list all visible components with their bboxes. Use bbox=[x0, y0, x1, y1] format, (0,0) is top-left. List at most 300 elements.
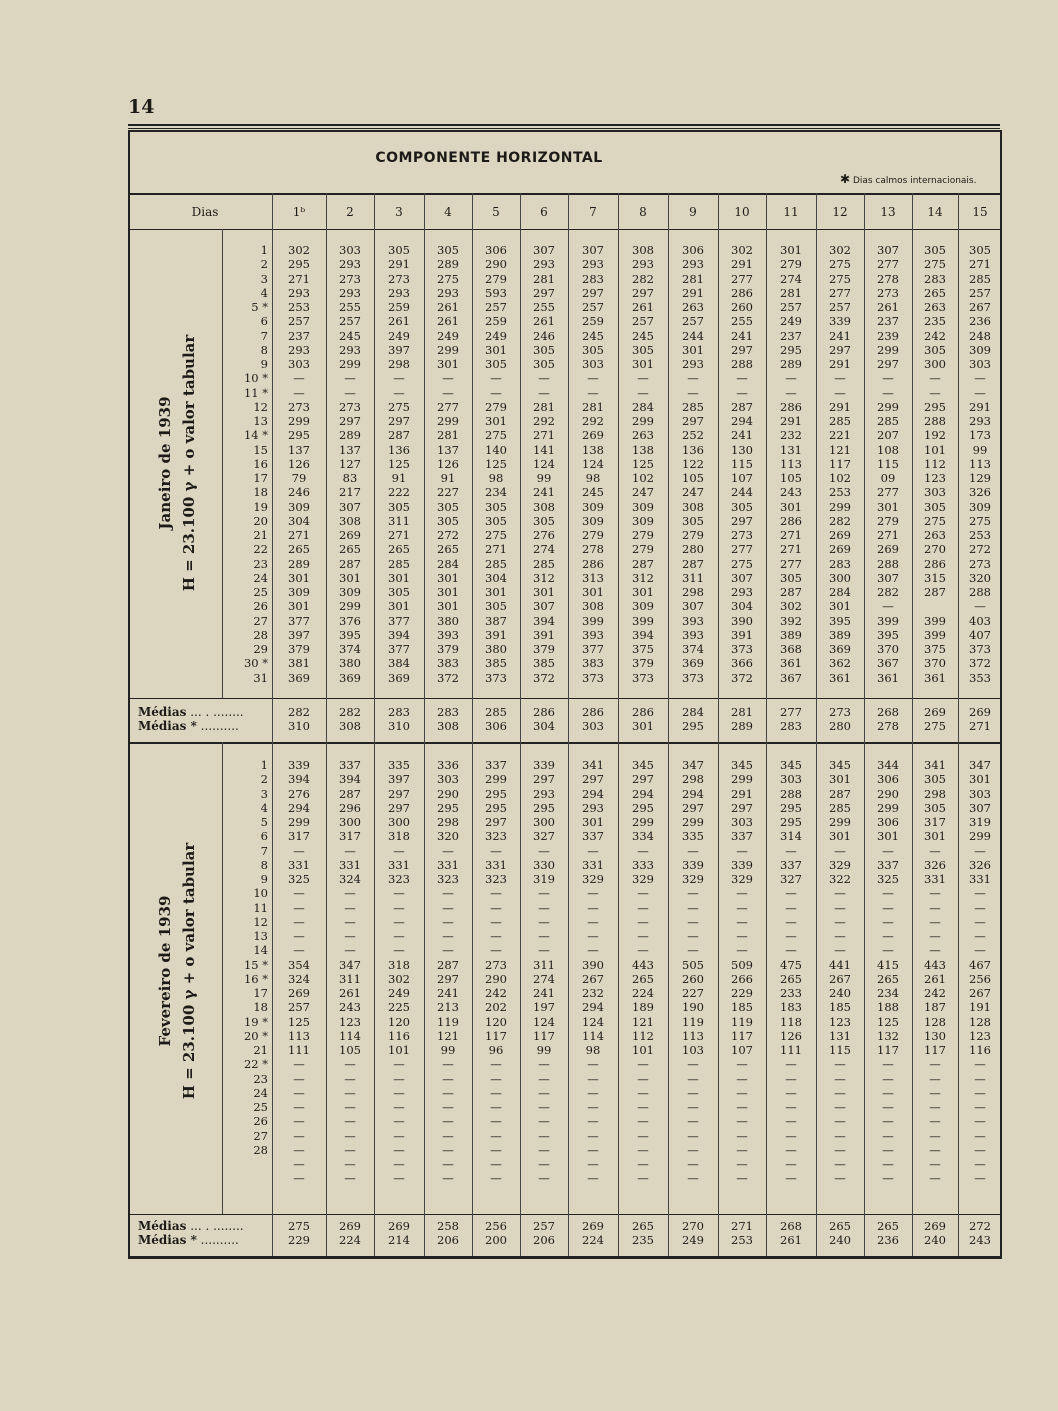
table-cell: 305 bbox=[388, 585, 410, 599]
table-cell: 253 bbox=[288, 300, 310, 314]
table-cell: — bbox=[442, 385, 454, 400]
table-cell: 249 bbox=[437, 328, 459, 343]
table-cell: — bbox=[785, 1171, 797, 1186]
day-number: 23 bbox=[253, 1071, 268, 1086]
table-cell: — bbox=[974, 929, 986, 943]
table-cell: 291 bbox=[682, 285, 704, 300]
table-cell: — bbox=[736, 914, 748, 929]
table-cell: 288 bbox=[877, 556, 899, 571]
table-cell: — bbox=[490, 914, 502, 929]
table-cell: 286 bbox=[582, 556, 604, 571]
table-cell: 306 bbox=[682, 243, 704, 257]
table-cell: — bbox=[974, 943, 986, 958]
column-header: 12 bbox=[832, 205, 848, 219]
table-cell: — bbox=[882, 943, 894, 958]
table-cell: 260 bbox=[682, 971, 704, 986]
page-number: 14 bbox=[128, 96, 155, 118]
table-cell: 269 bbox=[877, 542, 899, 557]
day-number: 22 bbox=[253, 542, 268, 557]
table-cell: 300 bbox=[388, 815, 410, 829]
table-cell: 299 bbox=[829, 499, 851, 514]
table-cell: — bbox=[637, 943, 649, 958]
table-cell: — bbox=[637, 1157, 649, 1171]
table-cell: 276 bbox=[288, 786, 310, 801]
table-cell: 299 bbox=[829, 815, 851, 829]
table-cell: 257 bbox=[632, 314, 654, 329]
table-cell: 374 bbox=[682, 642, 704, 656]
medias-calm-cell: 249 bbox=[682, 1233, 704, 1247]
table-cell: 393 bbox=[582, 627, 604, 642]
table-cell: 295 bbox=[632, 800, 654, 815]
table-cell: 255 bbox=[339, 300, 361, 314]
table-cell: 293 bbox=[388, 285, 410, 300]
table-cell: 302 bbox=[288, 243, 310, 257]
day-number: 20 bbox=[253, 513, 268, 528]
table-cell: 297 bbox=[388, 800, 410, 815]
table-cell: 305 bbox=[924, 800, 946, 815]
table-cell: — bbox=[442, 1171, 454, 1186]
table-cell: — bbox=[834, 385, 846, 400]
table-cell: 242 bbox=[485, 986, 507, 1000]
day-number: 26 bbox=[253, 1114, 268, 1129]
table-cell: 297 bbox=[485, 815, 507, 829]
table-cell: 305 bbox=[388, 243, 410, 257]
table-cell: 307 bbox=[582, 243, 604, 257]
table-cell: 369 bbox=[388, 670, 410, 685]
table-cell: 379 bbox=[288, 642, 310, 656]
table-cell: — bbox=[442, 900, 454, 915]
table-cell: — bbox=[785, 1057, 797, 1072]
medias-cell: 269 bbox=[924, 1219, 946, 1233]
table-cell: 271 bbox=[485, 542, 507, 557]
column-rule bbox=[864, 193, 865, 229]
table-cell: 337 bbox=[339, 758, 361, 772]
medias-cell: 275 bbox=[288, 1219, 310, 1233]
day-number: 17 bbox=[253, 986, 268, 1000]
table-cell: 99 bbox=[536, 1043, 552, 1057]
medias-cell: 283 bbox=[388, 705, 410, 719]
table-cell: — bbox=[293, 914, 305, 929]
section-formula-label: H = 23.100 γ + o valor tabular bbox=[180, 842, 198, 1100]
table-cell: — bbox=[293, 929, 305, 943]
table-cell: 287 bbox=[829, 786, 851, 801]
table-cell: 337 bbox=[877, 857, 899, 872]
table-cell: 261 bbox=[924, 971, 946, 986]
table-cell: 293 bbox=[339, 342, 361, 357]
table-cell: — bbox=[490, 886, 502, 901]
medias-calm-cell: 240 bbox=[829, 1233, 851, 1247]
table-cell: — bbox=[442, 1128, 454, 1143]
calm-days-note bbox=[840, 172, 976, 186]
table-cell: 189 bbox=[632, 1000, 654, 1015]
medias-calm-cell: 278 bbox=[877, 719, 899, 733]
table-cell: 284 bbox=[437, 556, 459, 571]
table-cell: 117 bbox=[829, 456, 851, 471]
table-cell: 279 bbox=[485, 399, 507, 414]
column-rule bbox=[326, 193, 327, 229]
table-cell: 329 bbox=[682, 872, 704, 886]
table-cell: 390 bbox=[582, 957, 604, 972]
table-cell: 290 bbox=[877, 786, 899, 801]
table-cell: — bbox=[442, 1114, 454, 1129]
table-cell: 260 bbox=[731, 300, 753, 314]
table-cell: — bbox=[538, 929, 550, 943]
table-cell: 279 bbox=[632, 542, 654, 557]
table-cell: — bbox=[538, 1071, 550, 1086]
table-cell: — bbox=[882, 1142, 894, 1157]
table-cell: 123 bbox=[829, 1014, 851, 1029]
table-cell: — bbox=[490, 1171, 502, 1186]
table-cell: 297 bbox=[632, 285, 654, 300]
day-number: 4 bbox=[260, 285, 268, 300]
table-cell: — bbox=[587, 1100, 599, 1114]
table-cell: 475 bbox=[780, 957, 802, 972]
table-cell: — bbox=[974, 1057, 986, 1072]
table-cell: 221 bbox=[829, 428, 851, 443]
table-cell: 300 bbox=[924, 357, 946, 371]
table-cell: 277 bbox=[877, 485, 899, 500]
medias-cell: 277 bbox=[780, 705, 802, 719]
table-cell: — bbox=[490, 1071, 502, 1086]
table-cell: 299 bbox=[731, 772, 753, 787]
medias-cell: 270 bbox=[682, 1219, 704, 1233]
table-cell: 286 bbox=[924, 556, 946, 571]
table-cell: 102 bbox=[829, 471, 851, 485]
table-cell: 117 bbox=[485, 1028, 507, 1043]
table-cell: 367 bbox=[877, 656, 899, 671]
table-cell: 361 bbox=[780, 656, 802, 671]
section-month-label: Janeiro de 1939 bbox=[156, 396, 174, 530]
table-cell: — bbox=[393, 886, 405, 901]
table-cell: 407 bbox=[969, 627, 991, 642]
table-cell: 294 bbox=[632, 786, 654, 801]
table-cell: — bbox=[393, 1114, 405, 1129]
table-cell: 372 bbox=[969, 656, 991, 671]
table-cell: 237 bbox=[780, 328, 802, 343]
table-cell: — bbox=[974, 371, 986, 386]
table-cell: 379 bbox=[533, 642, 555, 656]
table-cell: — bbox=[882, 914, 894, 929]
table-cell: — bbox=[637, 929, 649, 943]
table-cell: 307 bbox=[877, 243, 899, 257]
table-cell: 307 bbox=[533, 599, 555, 614]
table-cell: 261 bbox=[877, 300, 899, 314]
medias-cell: 285 bbox=[485, 705, 507, 719]
table-cell: 185 bbox=[829, 1000, 851, 1015]
table-cell: 319 bbox=[533, 872, 555, 886]
table-cell: — bbox=[736, 371, 748, 386]
table-cell: 391 bbox=[731, 627, 753, 642]
table-cell: — bbox=[538, 914, 550, 929]
day-number: 25 bbox=[253, 585, 268, 599]
table-cell: — bbox=[637, 900, 649, 915]
table-cell: 117 bbox=[731, 1028, 753, 1043]
table-cell: 297 bbox=[632, 772, 654, 787]
table-cell: 285 bbox=[388, 556, 410, 571]
medias-cell: 269 bbox=[339, 1219, 361, 1233]
table-cell: — bbox=[587, 900, 599, 915]
table-cell: — bbox=[929, 1171, 941, 1186]
table-cell: — bbox=[736, 1114, 748, 1129]
table-cell: 323 bbox=[485, 829, 507, 844]
medias-cell: 282 bbox=[339, 705, 361, 719]
table-cell: 320 bbox=[969, 570, 991, 585]
leader-dots: ... . ........ bbox=[186, 1219, 244, 1233]
table-cell: — bbox=[293, 385, 305, 400]
table-cell: 281 bbox=[682, 271, 704, 286]
medias-calm-cell: 289 bbox=[731, 719, 753, 733]
table-cell: 293 bbox=[533, 786, 555, 801]
table-cell: 294 bbox=[288, 800, 310, 815]
table-cell: 329 bbox=[731, 872, 753, 886]
table-cell: 331 bbox=[437, 857, 459, 872]
day-number: 1 bbox=[260, 243, 268, 257]
table-cell: 299 bbox=[437, 414, 459, 428]
table-cell: 395 bbox=[339, 627, 361, 642]
table-cell: 377 bbox=[582, 642, 604, 656]
medias-calm-cell: 224 bbox=[582, 1233, 604, 1247]
table-cell: 370 bbox=[924, 656, 946, 671]
table-cell: 269 bbox=[339, 528, 361, 542]
table-cell: — bbox=[882, 929, 894, 943]
table-cell: 347 bbox=[682, 758, 704, 772]
table-cell: 202 bbox=[485, 1000, 507, 1015]
table-cell: 299 bbox=[632, 815, 654, 829]
table-cell: 322 bbox=[829, 872, 851, 886]
medias-calm-label bbox=[138, 719, 239, 733]
table-cell: 299 bbox=[339, 357, 361, 371]
table-cell: — bbox=[538, 900, 550, 915]
table-cell: — bbox=[834, 1128, 846, 1143]
table-cell: 247 bbox=[682, 485, 704, 500]
table-cell: 233 bbox=[780, 986, 802, 1000]
table-cell: 291 bbox=[969, 399, 991, 414]
table-cell: 265 bbox=[632, 971, 654, 986]
medias-cell: 286 bbox=[582, 705, 604, 719]
table-cell: 301 bbox=[339, 570, 361, 585]
table-cell: — bbox=[587, 1128, 599, 1143]
table-cell: — bbox=[687, 943, 699, 958]
table-cell: — bbox=[393, 1071, 405, 1086]
table-cell: 249 bbox=[780, 314, 802, 329]
table-cell: 303 bbox=[924, 485, 946, 500]
table-cell: 125 bbox=[485, 456, 507, 471]
table-cell: 291 bbox=[780, 414, 802, 428]
table-cell: 299 bbox=[877, 342, 899, 357]
table-cell: — bbox=[344, 886, 356, 901]
table-cell: — bbox=[344, 943, 356, 958]
table-cell: — bbox=[344, 1071, 356, 1086]
table-cell: 309 bbox=[288, 499, 310, 514]
table-cell: — bbox=[393, 1128, 405, 1143]
table-cell: — bbox=[687, 1114, 699, 1129]
table-cell: 301 bbox=[682, 342, 704, 357]
table-cell: 344 bbox=[877, 758, 899, 772]
table-cell: 275 bbox=[829, 271, 851, 286]
table-cell: — bbox=[538, 1057, 550, 1072]
table-cell: 305 bbox=[437, 499, 459, 514]
table-cell: 312 bbox=[533, 570, 555, 585]
table-cell: — bbox=[293, 1085, 305, 1100]
table-cell: 291 bbox=[388, 257, 410, 272]
table-cell: 302 bbox=[388, 971, 410, 986]
table-cell: 288 bbox=[780, 786, 802, 801]
table-cell: 367 bbox=[780, 670, 802, 685]
medias-cell: 286 bbox=[533, 705, 555, 719]
table-cell: 275 bbox=[924, 513, 946, 528]
column-rule bbox=[618, 193, 619, 229]
table-cell: 293 bbox=[582, 257, 604, 272]
table-cell: 323 bbox=[388, 872, 410, 886]
table-cell: 293 bbox=[288, 342, 310, 357]
day-number: 29 bbox=[253, 642, 268, 656]
table-cell: 299 bbox=[288, 815, 310, 829]
table-cell: 309 bbox=[582, 513, 604, 528]
table-cell: 120 bbox=[485, 1014, 507, 1029]
table-cell: 297 bbox=[682, 414, 704, 428]
day-number: 7 bbox=[260, 843, 268, 858]
table-cell: 287 bbox=[632, 556, 654, 571]
table-cell: 261 bbox=[437, 314, 459, 329]
table-cell: — bbox=[293, 1157, 305, 1171]
table-cell: 289 bbox=[437, 257, 459, 272]
table-cell: 188 bbox=[877, 1000, 899, 1015]
table-cell: 297 bbox=[877, 357, 899, 371]
day-number: 7 bbox=[260, 328, 268, 343]
table-cell: 329 bbox=[829, 857, 851, 872]
day-number: 2 bbox=[260, 772, 268, 787]
table-cell: 248 bbox=[969, 328, 991, 343]
table-cell: 295 bbox=[288, 428, 310, 443]
table-cell: 337 bbox=[485, 758, 507, 772]
table-cell: 295 bbox=[437, 800, 459, 815]
table-cell: 335 bbox=[682, 829, 704, 844]
table-cell: 301 bbox=[632, 585, 654, 599]
table-cell: 270 bbox=[924, 542, 946, 557]
table-cell: 281 bbox=[533, 399, 555, 414]
table-cell: 285 bbox=[485, 556, 507, 571]
table-cell: 395 bbox=[877, 627, 899, 642]
table-cell: — bbox=[882, 1100, 894, 1114]
table-cell: — bbox=[834, 1057, 846, 1072]
table-cell: 273 bbox=[969, 556, 991, 571]
table-cell: — bbox=[974, 1085, 986, 1100]
table-cell: 297 bbox=[731, 800, 753, 815]
table-cell: 137 bbox=[437, 442, 459, 457]
table-cell: 277 bbox=[731, 542, 753, 557]
table-cell: 299 bbox=[682, 815, 704, 829]
medias-calm-cell: 271 bbox=[969, 719, 991, 733]
table-cell: 394 bbox=[632, 627, 654, 642]
table-cell: 341 bbox=[924, 758, 946, 772]
day-number: 31 bbox=[253, 670, 268, 685]
table-cell: 119 bbox=[731, 1014, 753, 1029]
table-cell: 301 bbox=[582, 815, 604, 829]
table-cell: — bbox=[687, 371, 699, 386]
table-cell: 290 bbox=[485, 971, 507, 986]
table-cell: 354 bbox=[288, 957, 310, 972]
day-number: 4 bbox=[260, 800, 268, 815]
table-cell: 122 bbox=[682, 456, 704, 471]
table-cell: 293 bbox=[969, 414, 991, 428]
table-cell: 311 bbox=[388, 513, 410, 528]
table-cell: — bbox=[929, 900, 941, 915]
table-cell: — bbox=[785, 886, 797, 901]
table-cell: 275 bbox=[829, 257, 851, 272]
table-cell: 281 bbox=[437, 428, 459, 443]
table-cell: 307 bbox=[682, 599, 704, 614]
table-cell: 277 bbox=[437, 399, 459, 414]
medias-calm-cell: 214 bbox=[388, 1233, 410, 1247]
table-cell: 298 bbox=[437, 815, 459, 829]
table-cell: — bbox=[882, 1171, 894, 1186]
table-cell: 241 bbox=[731, 428, 753, 443]
table-cell: 320 bbox=[437, 829, 459, 844]
table-cell: — bbox=[442, 1057, 454, 1072]
table-cell: 232 bbox=[780, 428, 802, 443]
table-cell: 257 bbox=[969, 285, 991, 300]
table-cell: 323 bbox=[437, 872, 459, 886]
table-cell: 369 bbox=[682, 656, 704, 671]
table-cell: — bbox=[736, 1085, 748, 1100]
table-cell: 261 bbox=[339, 986, 361, 1000]
column-header: 13 bbox=[880, 205, 896, 219]
table-cell: — bbox=[587, 1071, 599, 1086]
table-cell: 256 bbox=[969, 971, 991, 986]
table-cell: 372 bbox=[437, 670, 459, 685]
table-cell: 303 bbox=[582, 357, 604, 371]
day-number: 10 bbox=[253, 886, 268, 901]
table-cell: — bbox=[293, 886, 305, 901]
table-cell: 187 bbox=[924, 1000, 946, 1015]
medias-label bbox=[138, 1219, 244, 1233]
column-header: 4 bbox=[444, 205, 452, 219]
table-cell: 119 bbox=[437, 1014, 459, 1029]
table-cell: 387 bbox=[485, 613, 507, 628]
table-cell: 331 bbox=[969, 872, 991, 886]
table-cell: 249 bbox=[485, 328, 507, 343]
table-cell: — bbox=[490, 1100, 502, 1114]
table-cell: — bbox=[344, 914, 356, 929]
table-cell: 265 bbox=[924, 285, 946, 300]
table-cell: — bbox=[974, 599, 986, 614]
table-cell: — bbox=[736, 385, 748, 400]
table-cell: 266 bbox=[731, 971, 753, 986]
table-cell: 272 bbox=[437, 528, 459, 542]
medias-cell: 284 bbox=[682, 705, 704, 719]
medias-cell: 272 bbox=[969, 1219, 991, 1233]
table-cell: — bbox=[442, 943, 454, 958]
table-cell: 305 bbox=[924, 499, 946, 514]
column-rule bbox=[668, 193, 669, 229]
table-cell: 373 bbox=[582, 670, 604, 685]
table-cell: — bbox=[974, 1157, 986, 1171]
table-cell: 370 bbox=[877, 642, 899, 656]
table-cell: 297 bbox=[388, 786, 410, 801]
medias-cell: 268 bbox=[780, 1219, 802, 1233]
table-cell: — bbox=[834, 886, 846, 901]
table-cell: 98 bbox=[488, 471, 504, 485]
table-cell: 271 bbox=[780, 528, 802, 542]
table-cell: 373 bbox=[485, 670, 507, 685]
table-cell: 304 bbox=[485, 570, 507, 585]
table-cell: 509 bbox=[731, 957, 753, 972]
table-cell: 207 bbox=[877, 428, 899, 443]
table-cell: 312 bbox=[632, 570, 654, 585]
day-number: 20 * bbox=[243, 1028, 268, 1043]
table-cell: 101 bbox=[924, 442, 946, 457]
table-cell: 297 bbox=[731, 513, 753, 528]
